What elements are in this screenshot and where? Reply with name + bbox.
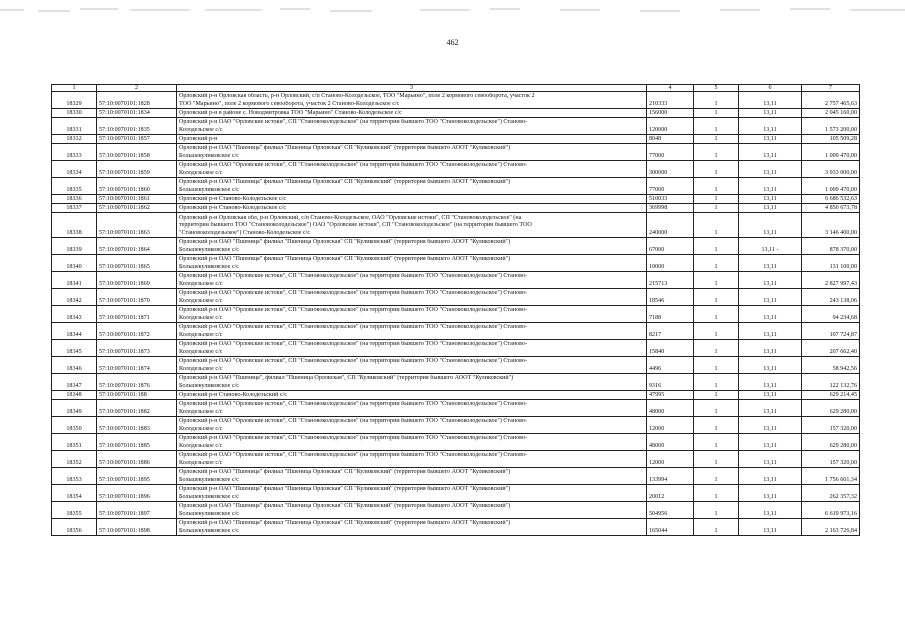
description-line: Орловский р-н ОАО "Орловские истоки", СП "Становоколодезьское" (на территории бывшего ТОО "Становоколодезьское") Станово- [179, 435, 528, 442]
row-number-cell: 18343 [52, 306, 97, 323]
area-cell: 48000 [647, 400, 694, 417]
value-cell: 629 214,45 [802, 391, 860, 400]
area-cell: 165044 [647, 519, 694, 536]
column-header-row [52, 85, 860, 92]
table-row [52, 417, 860, 434]
value-cell: 2 757 465,63 [802, 92, 860, 109]
description-cell [177, 255, 647, 272]
table-row [52, 178, 860, 195]
description-line: Колодезьское с/с [179, 442, 223, 449]
description-line: Орловский р-н ОАО "Орловские истоки", СП "Становоколодезьское" (на территории бывшего ТОО "Становоколодезьское") Станово- [179, 307, 528, 314]
table-row [52, 118, 860, 135]
description-line: "Становоколодезьское") Станово-Колодезьское с/с [179, 229, 311, 236]
description-line: Орловский р-н ОАО "Пшеница" филиал "Пшеница Орловская" СП "Куликовский" (территория бывшего АООТ "Куликовский") [179, 486, 511, 493]
value-cell: 1 573 200,00 [802, 118, 860, 135]
description-cell [177, 178, 647, 195]
description-line: Большекуликовское с/с [179, 263, 239, 270]
area-cell: 47995 [647, 391, 694, 400]
row-number-cell: 18346 [52, 357, 97, 374]
description-cell [177, 238, 647, 255]
value-cell: 1 009 470,00 [802, 178, 860, 195]
description-cell [177, 391, 647, 400]
cadastral-number-cell: 57:10:0070101:1883 [97, 417, 177, 434]
description-line: Колодезьское с/с [179, 408, 223, 415]
description-line: Колодезьское с/с [179, 365, 223, 372]
area-cell: 120000 [647, 118, 694, 135]
column-5-cell: 1 [694, 340, 739, 357]
rate-cell: 13,11 [739, 434, 802, 451]
rate-cell: 13,11 [739, 144, 802, 161]
area-cell: 77000 [647, 144, 694, 161]
rate-cell: 13,11 [739, 92, 802, 109]
row-number-cell: 18334 [52, 161, 97, 178]
cadastral-number-cell: 57:10:0070101:1897 [97, 502, 177, 519]
description-cell [177, 502, 647, 519]
description-line: Орловский р-н ОАО "Орловские истоки", СП "Становоколодезьское" (на территории бывшего ТОО "Становоколодезьское") Станово- [179, 290, 528, 297]
description-line: Орловский р-н ОАО "Орловские истоки", СП "Становоколодезьское" (на территории бывшего ТОО "Становоколодезьское") Станово- [179, 418, 528, 425]
area-cell: 67000 [647, 238, 694, 255]
rate-cell: 13,11 [739, 323, 802, 340]
column-5-cell: 1 [694, 451, 739, 468]
description-line: Большекуликовское с/с [179, 152, 239, 159]
description-line: Колодезьское с/с [179, 169, 223, 176]
value-cell: 2 163 726,84 [802, 519, 860, 536]
table-row [52, 109, 860, 118]
description-cell [177, 306, 647, 323]
table-row [52, 340, 860, 357]
table-row [52, 434, 860, 451]
row-number-cell: 18336 [52, 195, 97, 204]
area-cell: 240000 [647, 213, 694, 238]
description-cell [177, 161, 647, 178]
rate-cell: 13,11 [739, 213, 802, 238]
area-cell: 510033 [647, 195, 694, 204]
description-line: Орловский р-н ОАО "Пшеница" филиал "Пшеница Орловская" СП "Куликовский" (территория бывшего АООТ "Куликовский") [179, 145, 511, 152]
description-line: Орловский р-н ОАО "Пшеница" филиал "Пшеница Орловская" СП "Куликовский" (территория бывшего АООТ "Куликовский") [179, 239, 511, 246]
description-line: Большекуликовское с/с [179, 382, 239, 389]
value-cell: 58 942,56 [802, 357, 860, 374]
row-number-cell: 18354 [52, 485, 97, 502]
column-5-cell: 1 [694, 272, 739, 289]
table-row [52, 323, 860, 340]
row-number-cell: 18341 [52, 272, 97, 289]
column-5-cell: 1 [694, 135, 739, 144]
row-number-cell: 18351 [52, 434, 97, 451]
rate-cell: 13,11 [739, 468, 802, 485]
description-line: Орловский р-н ОАО "Пшеница" филиал "Пшеница Орловская" СП "Куликовский" (территория бывшего АООТ "Куликовский") [179, 469, 511, 476]
row-number-cell: 18347 [52, 374, 97, 391]
cadastral-number-cell: 57:10:0070101:1871 [97, 306, 177, 323]
column-5-cell: 1 [694, 306, 739, 323]
description-line: Орловский р-н ОАО "Орловские истоки", СП "Становоколодезьское" (на территории бывшего ТОО "Становоколодезьское") Станово- [179, 452, 528, 459]
column-5-cell: 1 [694, 323, 739, 340]
rate-cell: 13,11 [739, 135, 802, 144]
description-line: Орловский р-н Станово-Колодезьский с/с [179, 391, 288, 398]
rate-cell: 13,11 [739, 195, 802, 204]
scan-noise-strip [0, 0, 905, 40]
description-cell [177, 434, 647, 451]
cadastral-number-cell: 57:10:0070101:1896 [97, 485, 177, 502]
column-header: 2 [97, 85, 177, 92]
description-cell [177, 92, 647, 109]
cadastral-number-cell: 57:10:0070101:1872 [97, 323, 177, 340]
area-cell: 7188 [647, 306, 694, 323]
area-cell: 369998 [647, 204, 694, 213]
description-line: Большекуликовское с/с [179, 493, 239, 500]
description-line: Орловский р-н ОАО "Пшеница" филиал "Пшеница Орловская" СП "Куликовский" (территория бывшего АООТ "Куликовский") [179, 256, 511, 263]
description-line: Колодезьское с/с [179, 314, 223, 321]
cadastral-number-cell: 57:10:0070101:1865 [97, 255, 177, 272]
row-number-cell: 18350 [52, 417, 97, 434]
area-cell: 15840 [647, 340, 694, 357]
column-5-cell: 1 [694, 109, 739, 118]
description-line: Орловский р-н ОАО "Пшеница" филиал "Пшеница Орловская" СП "Куликовский" (территория бывшего АООТ "Куликовский") [179, 520, 511, 527]
area-cell: 300000 [647, 161, 694, 178]
description-cell [177, 109, 647, 118]
table-row [52, 485, 860, 502]
description-line: Орловский р-н Орловская область, р-н Орловский, с/п Станово-Колодезьское, ТОО "Марьино", поле 2 кормового севооборота, участок 2 [179, 93, 535, 100]
value-cell: 878 370,00 [802, 238, 860, 255]
area-cell: 215713 [647, 272, 694, 289]
value-cell: 4 850 673,78 [802, 204, 860, 213]
value-cell: 6 686 532,63 [802, 195, 860, 204]
column-header: 6 [739, 85, 802, 92]
page-number: 462 [446, 38, 459, 47]
value-cell: 131 100,00 [802, 255, 860, 272]
table-row [52, 400, 860, 417]
area-cell: 156000 [647, 109, 694, 118]
table-row [52, 374, 860, 391]
rate-cell: 13,11 [739, 204, 802, 213]
description-cell [177, 374, 647, 391]
area-cell: 4496 [647, 357, 694, 374]
cadastral-number-cell: 57:10:0070101:1861 [97, 195, 177, 204]
column-5-cell: 1 [694, 468, 739, 485]
column-5-cell: 1 [694, 161, 739, 178]
description-line: Орловский р-н Станово-Колодезьское с/с [179, 204, 287, 211]
column-5-cell: 1 [694, 357, 739, 374]
rate-cell: 13,11 [739, 109, 802, 118]
description-line: Большекуликовское с/с [179, 476, 239, 483]
description-cell [177, 195, 647, 204]
value-cell: 629 280,00 [802, 434, 860, 451]
column-5-cell: 1 [694, 502, 739, 519]
cadastral-number-cell: 57:10:0070101:1835 [97, 118, 177, 135]
row-number-cell: 18337 [52, 204, 97, 213]
area-cell: 133994 [647, 468, 694, 485]
table-row [52, 238, 860, 255]
description-line: Орловский р-н ОАО "Пшеница", филиал "Пшеница Орловская", СП "Куликовский" (территория бывшего АООТ "Куликовский") [179, 375, 514, 382]
rate-cell: 13,11 [739, 391, 802, 400]
description-line: территории бывшего ТОО "Становоколодезьское") ОАО "Орловские истоки", СП "Становоколодезьское" (на территории бывшего ТОО [179, 222, 532, 229]
description-line: Колодезьское с/с [179, 126, 223, 133]
area-cell: 77000 [647, 178, 694, 195]
description-cell [177, 451, 647, 468]
column-5-cell: 1 [694, 374, 739, 391]
cadastral-number-cell: 57:10:0070101:1864 [97, 238, 177, 255]
area-cell: 8048 [647, 135, 694, 144]
column-5-cell: 1 [694, 118, 739, 135]
column-5-cell: 1 [694, 434, 739, 451]
description-cell [177, 468, 647, 485]
row-number-cell: 18349 [52, 400, 97, 417]
description-line: Колодезьское с/с [179, 425, 223, 432]
cadastral-number-cell: 57:10:0070101:1870 [97, 289, 177, 306]
cadastral-number-cell: 57:10:0070101:1895 [97, 468, 177, 485]
rate-cell: 13,11 [739, 519, 802, 536]
rate-cell: 13,11 [739, 485, 802, 502]
description-cell [177, 357, 647, 374]
description-cell [177, 135, 647, 144]
value-cell: 2 827 997,43 [802, 272, 860, 289]
rate-cell: 13,11 [739, 118, 802, 135]
column-5-cell: 1 [694, 391, 739, 400]
column-5-cell: 1 [694, 289, 739, 306]
table-row [52, 289, 860, 306]
register-table [51, 84, 860, 536]
row-number-cell: 18340 [52, 255, 97, 272]
column-header: 1 [52, 85, 97, 92]
cadastral-number-cell: 57:10:0070101:1876 [97, 374, 177, 391]
description-line: Орловский р-н в районе с. Новодмитровка ТОО "Марьино" Станово-Колодезьское с/с [179, 109, 402, 116]
value-cell: 262 357,32 [802, 485, 860, 502]
cadastral-number-cell: 57:10:0070101:1828 [97, 92, 177, 109]
area-cell: 10000 [647, 255, 694, 272]
rate-cell: 13,11 [739, 417, 802, 434]
cadastral-number-cell: 57:10:0070101:1873 [97, 340, 177, 357]
area-cell: 210333 [647, 92, 694, 109]
description-line: Большекуликовское с/с [179, 186, 239, 193]
row-number-cell: 18339 [52, 238, 97, 255]
cadastral-number-cell: 57:10:0070101:1886 [97, 451, 177, 468]
column-5-cell: 1 [694, 204, 739, 213]
value-cell: 157 320,00 [802, 451, 860, 468]
value-cell: 243 138,06 [802, 289, 860, 306]
column-5-cell: 1 [694, 255, 739, 272]
value-cell: 107 724,87 [802, 323, 860, 340]
column-5-cell: 1 [694, 178, 739, 195]
cadastral-number-cell: 57:10:0070101:1874 [97, 357, 177, 374]
column-5-cell: 1 [694, 519, 739, 536]
rate-cell: 13,11 [739, 289, 802, 306]
description-line: ТОО "Марьино", поле 2 кормового севооборота, участок 2 Станово-Колодезьское с/с [179, 100, 400, 107]
cadastral-number-cell: 57:10:0070101:1898 [97, 519, 177, 536]
area-cell: 9316 [647, 374, 694, 391]
table-body [52, 92, 860, 536]
cadastral-number-cell: 57:10:0070101:1863 [97, 213, 177, 238]
rate-cell: 13,11 [739, 272, 802, 289]
area-cell: 48000 [647, 434, 694, 451]
row-number-cell: 18342 [52, 289, 97, 306]
description-cell [177, 204, 647, 213]
cadastral-number-cell: 57:10:0070101:1869 [97, 272, 177, 289]
rate-cell: 13,11 [739, 340, 802, 357]
table-row [52, 255, 860, 272]
cadastral-number-cell: 57:10:0070101:1858 [97, 144, 177, 161]
row-number-cell: 18356 [52, 519, 97, 536]
row-number-cell: 18352 [52, 451, 97, 468]
area-cell: 12000 [647, 417, 694, 434]
area-cell: 12000 [647, 451, 694, 468]
value-cell: 157 320,00 [802, 417, 860, 434]
cadastral-number-cell: 57:10:0070101:1834 [97, 109, 177, 118]
rate-cell: 13,11 [739, 306, 802, 323]
rate-cell: 13,11 [739, 502, 802, 519]
table-row [52, 272, 860, 289]
cadastral-number-cell: 57:10:0070101:188 [97, 391, 177, 400]
column-header: 7 [802, 85, 860, 92]
description-line: Колодезьское с/с [179, 280, 223, 287]
value-cell: 94 234,68 [802, 306, 860, 323]
value-cell: 2 045 160,00 [802, 109, 860, 118]
description-line: Колодезьское с/с [179, 331, 223, 338]
description-cell [177, 519, 647, 536]
column-5-cell: 1 [694, 144, 739, 161]
rate-cell: 13,11 [739, 161, 802, 178]
description-cell [177, 213, 647, 238]
value-cell: 6 619 973,16 [802, 502, 860, 519]
description-line: Колодезьское с/с [179, 459, 223, 466]
value-cell: 3 933 000,00 [802, 161, 860, 178]
column-header: 5 [694, 85, 739, 92]
description-line: Орловский р-н ОАО "Орловские истоки", СП "Становоколодезьское" (на территории бывшего ТОО "Становоколодезьское") Станово- [179, 324, 528, 331]
description-line: Колодезьское с/с [179, 348, 223, 355]
rate-cell: 13,11 [739, 451, 802, 468]
row-number-cell: 18331 [52, 118, 97, 135]
row-number-cell: 18332 [52, 135, 97, 144]
column-header: 3 [177, 85, 647, 92]
column-5-cell: 1 [694, 417, 739, 434]
description-line: Орловский р-н ОАО "Орловские истоки", СП "Становоколодезьское" (на территории бывшего ТОО "Становоколодезьское") Станово- [179, 401, 528, 408]
value-cell: 207 662,40 [802, 340, 860, 357]
table-row [52, 357, 860, 374]
area-cell: 20012 [647, 485, 694, 502]
area-cell: 8217 [647, 323, 694, 340]
value-cell: 1 756 661,34 [802, 468, 860, 485]
area-cell: 504956 [647, 502, 694, 519]
description-cell [177, 485, 647, 502]
column-5-cell: 1 [694, 213, 739, 238]
rate-cell: 13,11 [739, 400, 802, 417]
description-cell [177, 340, 647, 357]
description-line: Большекуликовское с/с [179, 510, 239, 517]
column-5-cell: 1 [694, 400, 739, 417]
description-line: Орловский р-н ОАО "Орловские истоки", СП "Становоколодезьское" (на территории бывшего ТОО "Становоколодезьское") Станово- [179, 119, 528, 126]
value-cell: 105 509,28 [802, 135, 860, 144]
description-line: Колодезьское с/с [179, 297, 223, 304]
table-row [52, 213, 860, 238]
column-header: 4 [647, 85, 694, 92]
description-cell [177, 289, 647, 306]
description-line: Большекуликовское с/с [179, 527, 239, 534]
table-row [52, 161, 860, 178]
description-line: Орловский р-н ОАО "Орловские истоки", СП "Становоколодезьское" (на территории бывшего ТОО "Становоколодезьское") Станово- [179, 162, 528, 169]
row-number-cell: 18355 [52, 502, 97, 519]
row-number-cell: 18344 [52, 323, 97, 340]
table-row [52, 519, 860, 536]
description-cell [177, 400, 647, 417]
description-line: Орловский р-н ОАО "Пшеница" филиал "Пшеница Орловская" СП "Куликовский" (территория бывшего АООТ "Куликовский") [179, 503, 511, 510]
table-row [52, 391, 860, 400]
cadastral-number-cell: 57:10:0070101:1857 [97, 135, 177, 144]
description-line: Орловский р-н ОАО "Орловские истоки", СП "Становоколодезьское" (на территории бывшего ТОО "Становоколодезьское") Станово- [179, 341, 528, 348]
row-number-cell: 18338 [52, 213, 97, 238]
table-row [52, 451, 860, 468]
value-cell: 3 146 400,00 [802, 213, 860, 238]
rate-cell: 13,11 [739, 374, 802, 391]
cadastral-number-cell: 57:10:0070101:1882 [97, 400, 177, 417]
cadastral-number-cell: 57:10:0070101:1859 [97, 161, 177, 178]
rate-cell: 13,11 [739, 357, 802, 374]
description-line: Орловский р-н [179, 135, 218, 142]
description-line: Орловский р-н ОАО "Орловские истоки", СП "Становоколодезьское" (на территории бывшего ТОО "Становоколодезьское") Станово- [179, 358, 528, 365]
table-row [52, 144, 860, 161]
value-cell: 122 132,76 [802, 374, 860, 391]
row-number-cell: 18345 [52, 340, 97, 357]
row-number-cell: 18335 [52, 178, 97, 195]
description-line: Орловский р-н Орловская обл, р-н Орловский, с/п Станово-Колодезьское, ОАО "Орловские истоки", СП "Становоколодезьское" (на [179, 214, 522, 221]
row-number-cell: 18329 [52, 92, 97, 109]
rate-cell: 13,11 [739, 255, 802, 272]
column-5-cell: 1 [694, 238, 739, 255]
row-number-cell: 18348 [52, 391, 97, 400]
description-line: Орловский р-н ОАО "Пшеница" филиал "Пшеница Орловская" СП "Куликовский" (территория бывшего АООТ "Куликовский") [179, 179, 511, 186]
row-number-cell: 18333 [52, 144, 97, 161]
description-line: Большекуликовское с/с [179, 246, 239, 253]
table-row [52, 135, 860, 144]
row-number-cell: 18330 [52, 109, 97, 118]
cadastral-number-cell: 57:10:0070101:1885 [97, 434, 177, 451]
area-cell: 18546 [647, 289, 694, 306]
table-row [52, 195, 860, 204]
table-row [52, 502, 860, 519]
table-row [52, 204, 860, 213]
description-cell [177, 272, 647, 289]
table-row [52, 468, 860, 485]
column-5-cell: 1 [694, 195, 739, 204]
description-line: Орловский р-н Станово-Колодезьское с/с [179, 195, 287, 202]
description-cell [177, 144, 647, 161]
description-cell [177, 323, 647, 340]
table-row [52, 306, 860, 323]
column-5-cell: 1 [694, 485, 739, 502]
column-5-cell: 1 [694, 92, 739, 109]
rate-cell: 13,11 [739, 178, 802, 195]
description-line: Орловский р-н ОАО "Орловские истоки", СП "Становоколодезьское" (на территории бывшего ТОО "Становоколодезьское") Станово- [179, 273, 528, 280]
value-cell: 1 009 470,00 [802, 144, 860, 161]
description-cell [177, 417, 647, 434]
rate-cell: 13,11 - [739, 238, 802, 255]
description-cell [177, 118, 647, 135]
table-row [52, 92, 860, 109]
value-cell: 629 280,00 [802, 400, 860, 417]
cadastral-number-cell: 57:10:0070101:1862 [97, 204, 177, 213]
cadastral-number-cell: 57:10:0070101:1860 [97, 178, 177, 195]
row-number-cell: 18353 [52, 468, 97, 485]
